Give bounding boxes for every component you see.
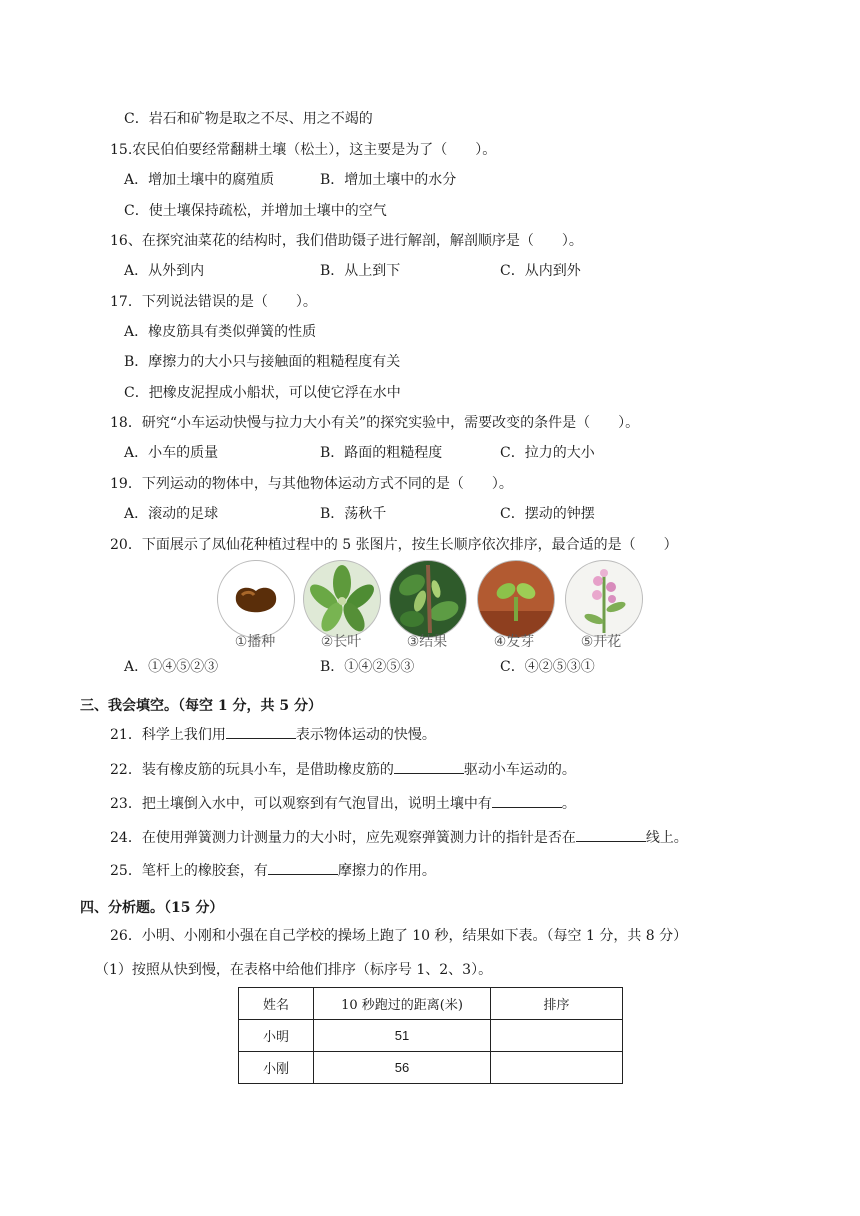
- q19-option-b: B．荡秋千: [320, 506, 387, 522]
- q18-option-b: B．路面的粗糙程度: [320, 445, 443, 461]
- q16-stem: 16、在探究油菜花的结构时，我们借助镊子进行解剖，解剖顺序是（ ）。: [110, 233, 583, 249]
- q20-stem: 20．下面展示了凤仙花种植过程中的 5 张图片，按生长顺序依次排序，最合适的是（ ）: [110, 537, 678, 553]
- row-name: 小明: [239, 1020, 314, 1052]
- q24-blank[interactable]: [576, 826, 646, 842]
- caption-fruit: ③结果: [406, 634, 448, 650]
- leaves-image: [303, 560, 381, 638]
- q16-option-b: B．从上到下: [320, 263, 401, 279]
- q23-blank[interactable]: [492, 792, 562, 808]
- q25-blank[interactable]: [268, 859, 338, 875]
- q24-pre: 24．在使用弹簧测力计测量力的大小时，应先观察弹簧测力计的指针是否在: [110, 830, 576, 846]
- q19-stem: 19．下列运动的物体中，与其他物体运动方式不同的是（ ）。: [110, 476, 513, 492]
- row-rank-cell[interactable]: [491, 1020, 623, 1052]
- sprout-image: [477, 560, 555, 638]
- q22-post: 驱动小车运动的。: [463, 762, 576, 778]
- q20-option-b: B．①④②⑤③: [320, 659, 415, 675]
- caption-sprout: ④发芽: [493, 634, 535, 650]
- q15-option-b: B．增加土壤中的水分: [320, 172, 457, 188]
- table-row: [239, 1052, 623, 1084]
- q18-option-c: C．拉力的大小: [500, 445, 595, 461]
- row-name: 小刚: [239, 1052, 314, 1084]
- q23-pre: 23．把土壤倒入水中，可以观察到有气泡冒出，说明土壤中有: [110, 796, 492, 812]
- caption-sowing: ①播种: [234, 634, 276, 650]
- header-name: 姓名: [239, 988, 314, 1020]
- section-3-title: 三、我会填空。（每空 1 分，共 5 分）: [80, 698, 322, 714]
- q16-option-c: C．从内到外: [500, 263, 581, 279]
- header-distance: 10 秒跑过的距离(米): [314, 988, 491, 1020]
- header-rank: 排序: [491, 988, 623, 1020]
- q17-option-b: B．摩擦力的大小只与接触面的粗糙程度有关: [124, 354, 401, 370]
- q22: [110, 758, 576, 780]
- q15-option-a: A．增加土壤中的腐殖质: [124, 172, 275, 188]
- q26-stem: 26．小明、小刚和小强在自己学校的操场上跑了 10 秒，结果如下表。（每空 1 分，共 8 分）: [110, 928, 688, 944]
- seed-image: [217, 560, 295, 638]
- row-distance: 51: [314, 1020, 491, 1052]
- q21-blank[interactable]: [226, 723, 296, 739]
- q19-option-a: A．滚动的足球: [124, 506, 219, 522]
- q25-pre: 25．笔杆上的橡胶套，有: [110, 863, 268, 879]
- q25-post: 摩擦力的作用。: [337, 863, 436, 879]
- row-distance: 56: [314, 1052, 491, 1084]
- q21: [110, 723, 436, 745]
- q23-post: 。: [561, 796, 576, 812]
- q22-pre: 22．装有橡皮筋的玩具小车，是借助橡皮筋的: [110, 762, 394, 778]
- q17-option-c: C．把橡皮泥捏成小船状，可以使它浮在水中: [124, 385, 401, 401]
- q22-blank[interactable]: [394, 758, 464, 774]
- q14-option-c: C．岩石和矿物是取之不尽、用之不竭的: [124, 111, 373, 127]
- results-table: [238, 987, 623, 1084]
- q20-option-a: A．①④⑤②③: [124, 659, 219, 675]
- q18-option-a: A．小车的质量: [124, 445, 219, 461]
- q20-option-c: C．④②⑤③①: [500, 659, 595, 675]
- section-4-title: 四、分析题。（15 分）: [80, 900, 224, 916]
- caption-leaves: ②长叶: [320, 634, 362, 650]
- q16-option-a: A．从外到内: [124, 263, 205, 279]
- q23: [110, 792, 576, 814]
- growth-stage-pictures: [215, 560, 645, 656]
- q21-post: 表示物体运动的快慢。: [295, 727, 436, 743]
- q15-option-c: C．使土壤保持疏松，并增加土壤中的空气: [124, 203, 387, 219]
- q17-option-a: A．橡皮筋具有类似弹簧的性质: [124, 324, 317, 340]
- table-row: [239, 1020, 623, 1052]
- q25: [110, 859, 436, 881]
- caption-flower: ⑤开花: [580, 634, 622, 650]
- q17-stem: 17．下列说法错误的是（ ）。: [110, 294, 317, 310]
- q19-option-c: C．摆动的钟摆: [500, 506, 595, 522]
- q24: [110, 826, 688, 848]
- table-header-row: [239, 988, 623, 1020]
- q24-post: 线上。: [645, 830, 688, 846]
- flower-image: [565, 560, 643, 638]
- row-rank-cell[interactable]: [491, 1052, 623, 1084]
- fruit-image: [389, 560, 467, 638]
- q26-sub1: （1）按照从快到慢，在表格中给他们排序（标序号 1、2、3）。: [95, 962, 493, 978]
- q15-stem: 15.农民伯伯要经常翻耕土壤（松土），这主要是为了（ ）。: [110, 142, 497, 158]
- q21-pre: 21．科学上我们用: [110, 727, 226, 743]
- q18-stem: 18．研究“小车运动快慢与拉力大小有关”的探究实验中，需要改变的条件是（ ）。: [110, 415, 640, 431]
